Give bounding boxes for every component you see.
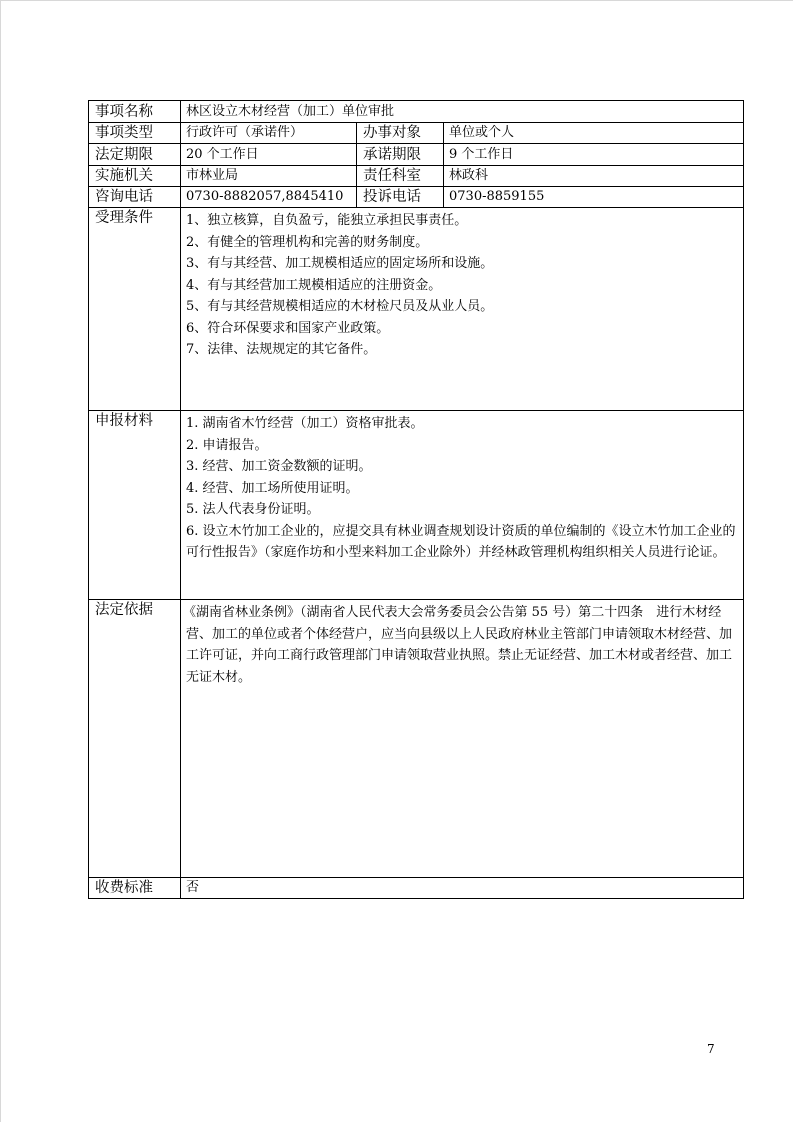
value-authority: 市林业局 [181,166,357,187]
value-item-name: 林区设立木材经营（加工）单位审批 [181,101,744,123]
material-item: 3. 经营、加工资金数额的证明。 [186,459,372,474]
page-edge-left [0,0,1,1122]
label-conditions: 受理条件 [89,208,181,411]
row-fee [89,878,744,899]
material-item: 4. 经营、加工场所使用证明。 [186,480,359,496]
label-complaint-phone: 投诉电话 [357,187,444,208]
value-fee: 否 [181,878,744,899]
page-edge-top [0,0,793,1]
value-item-type: 行政许可（承诺件） [181,123,357,144]
condition-item: 3、有与其经营、加工规模相适应的固定场所和设施。 [186,256,494,271]
row-legal-basis [89,600,744,878]
value-complaint-phone: 0730-8859155 [444,187,744,208]
row-authority [89,166,744,187]
value-consult-phone: 0730-8882057,8845410 [181,187,357,208]
service-info-table [88,100,744,899]
row-materials [89,411,744,600]
label-promised-limit: 承诺期限 [357,144,444,166]
condition-item: 4、有与其经营加工规模相适应的注册资金。 [186,277,442,293]
material-item: 1. 湖南省木竹经营（加工）资格审批表。 [186,416,424,431]
label-materials: 申报材料 [89,411,181,600]
value-promised-limit: 9 个工作日 [444,144,744,166]
label-target: 办事对象 [357,123,444,144]
row-item-name [89,101,744,123]
label-consult-phone: 咨询电话 [89,187,181,208]
material-item: 2. 申请报告。 [186,437,268,453]
page-number: 7 [707,1042,715,1056]
condition-item: 2、有健全的管理机构和完善的财务制度。 [186,234,429,250]
label-legal-basis: 法定依据 [89,600,181,878]
row-phones [89,187,744,208]
row-conditions [89,208,744,411]
value-department: 林政科 [444,166,744,187]
conditions-list [181,208,744,411]
condition-item: 6、符合环保要求和国家产业政策。 [186,320,390,336]
materials-list [181,411,744,600]
material-item: 5. 法人代表身份证明。 [186,502,320,517]
row-time-limit [89,144,744,166]
label-item-name: 事项名称 [89,101,181,123]
condition-item: 7、法律、法规规定的其它备件。 [186,342,377,357]
condition-item: 1、独立核算，自负盈亏，能独立承担民事责任。 [186,213,468,228]
row-item-type [89,123,744,144]
value-legal-limit: 20 个工作日 [181,144,357,166]
label-authority: 实施机关 [89,166,181,187]
label-department: 责任科室 [357,166,444,187]
condition-item: 5、有与其经营规模相适应的木材检尺员及从业人员。 [186,299,494,314]
label-item-type: 事项类型 [89,123,181,144]
value-target: 单位或个人 [444,123,744,144]
label-legal-limit: 法定期限 [89,144,181,166]
label-fee: 收费标准 [89,878,181,899]
material-item: 6. 设立木竹加工企业的，应提交具有林业调查规划设计资质的单位编制的《设立木竹加工企业的可行性报告》（家庭作坊和小型来料加工企业除外）并经林政管理机构组织相关人员进行论证。 [186,523,736,560]
legal-basis-text: 《湖南省林业条例》（湖南省人民代表大会常务委员会公告第 55 号）第二十四条 进行木材经营、加工的单位或者个体经营户，应当向县级以上人民政府林业主管部门申请领取木材经营、加工许可证，并向工商行政管理部门申请领取营业执照。禁止无证经营、加工木材或者经营、加工无证木材。 [181,600,744,878]
